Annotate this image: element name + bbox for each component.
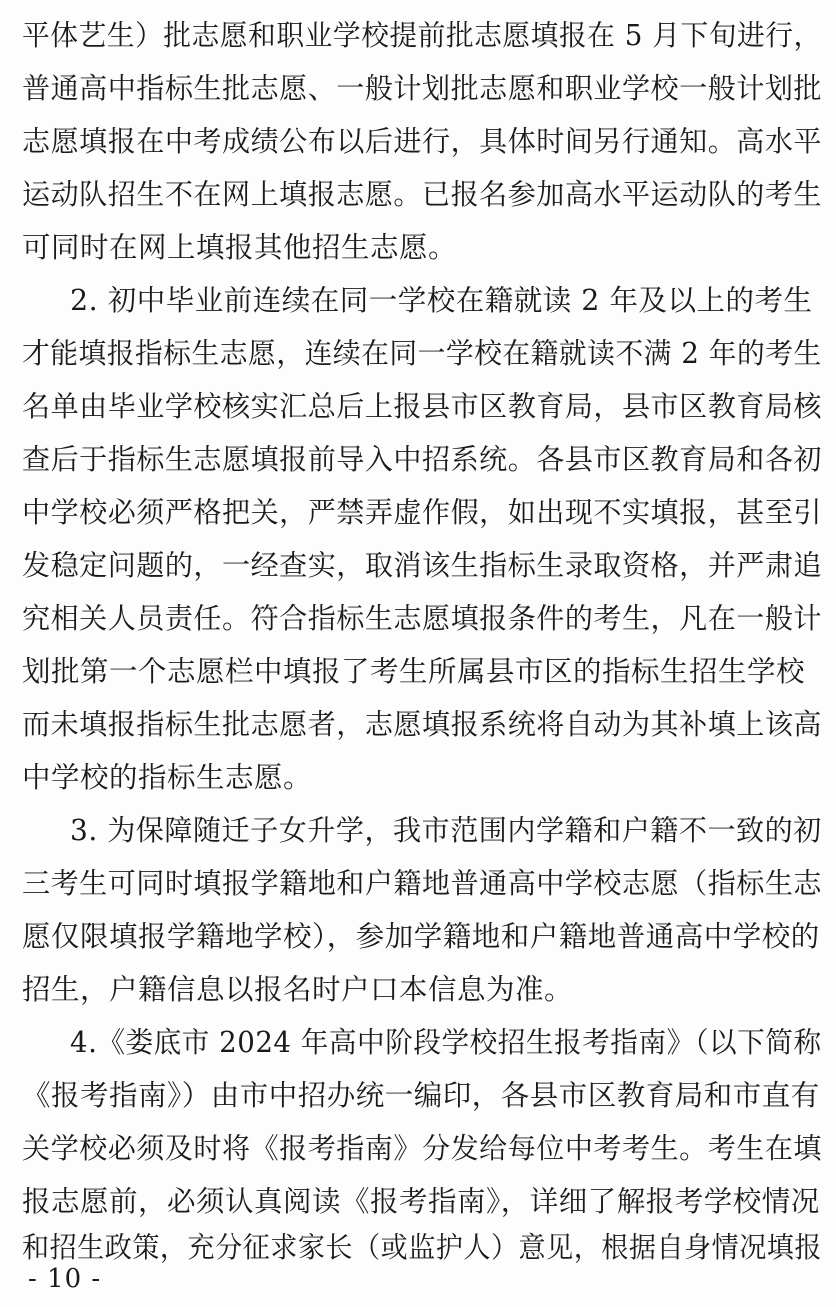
paragraph-start-line: 3. 为保障随迁子女升学，我市范围内学籍和户籍不一致的初 bbox=[70, 814, 822, 847]
text-line: 愿仅限填报学籍地学校），参加学籍地和户籍地普通高中学校的 bbox=[22, 920, 820, 953]
paragraph-start-line: 4.《娄底市 2024 年高中阶段学校招生报考指南》（以下简称 bbox=[70, 1026, 822, 1059]
text-line: 招生，户籍信息以报名时户口本信息为准。 bbox=[22, 973, 574, 1006]
page-number: - 10 - bbox=[28, 1264, 102, 1294]
text-line: 而未填报指标生批志愿者，志愿填报系统将自动为其补填上该高 bbox=[22, 708, 822, 741]
text-line: 才能填报指标生志愿，连续在同一学校在籍就读不满 2 年的考生 bbox=[22, 337, 822, 370]
text-line: 可同时在网上填报其他招生志愿。 bbox=[22, 231, 458, 264]
text-line: 发稳定问题的，一经查实，取消该生指标生录取资格，并严肃追 bbox=[22, 549, 822, 582]
text-line: 运动队招生不在网上填报志愿。已报名参加高水平运动队的考生 bbox=[22, 178, 822, 211]
text-line: 《报考指南》）由市中招办统一编印，各县市区教育局和市直有 bbox=[22, 1079, 820, 1112]
text-line: 查后于指标生志愿填报前导入中招系统。各县市区教育局和各初 bbox=[22, 443, 822, 476]
text-line: 中学校必须严格把关，严禁弄虚作假，如出现不实填报，甚至引 bbox=[22, 496, 822, 529]
text-line: 三考生可同时填报学籍地和户籍地普通高中学校志愿（指标生志 bbox=[22, 867, 822, 900]
text-line: 划批第一个志愿栏中填报了考生所属县市区的指标生招生学校 bbox=[22, 655, 806, 688]
text-line: 志愿填报在中考成绩公布以后进行，具体时间另行通知。高水平 bbox=[22, 125, 822, 158]
text-line: 报志愿前，必须认真阅读《报考指南》，详细了解报考学校情况 bbox=[22, 1185, 820, 1218]
text-line: 普通高中指标生批志愿、一般计划批志愿和职业学校一般计划批 bbox=[22, 72, 822, 105]
text-line: 和招生政策，充分征求家长（或监护人）意见，根据自身情况填报 bbox=[22, 1231, 822, 1264]
text-line: 平体艺生）批志愿和职业学校提前批志愿填报在 5 月下旬进行， bbox=[22, 19, 822, 52]
paragraph-start-line: 2. 初中毕业前连续在同一学校在籍就读 2 年及以上的考生 bbox=[70, 284, 813, 317]
text-line: 究相关人员责任。符合指标生志愿填报条件的考生，凡在一般计 bbox=[22, 602, 822, 635]
text-line: 关学校必须及时将《报考指南》分发给每位中考考生。考生在填 bbox=[22, 1132, 822, 1165]
text-line: 中学校的指标生志愿。 bbox=[22, 761, 313, 794]
text-line: 名单由毕业学校核实汇总后上报县市区教育局，县市区教育局核 bbox=[22, 390, 822, 423]
